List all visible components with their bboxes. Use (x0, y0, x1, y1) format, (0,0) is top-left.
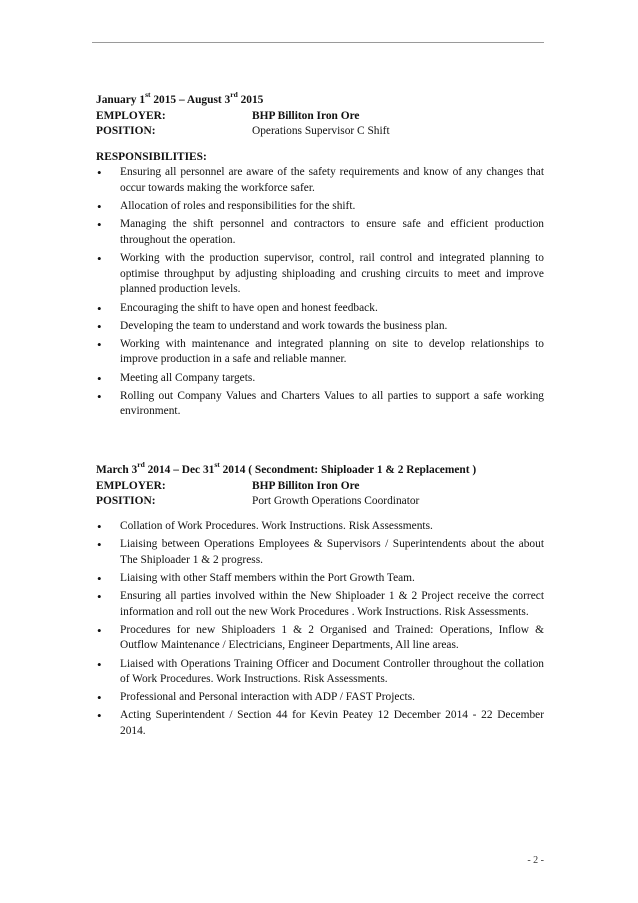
responsibilities-heading: RESPONSIBILITIES: (96, 150, 207, 163)
employer-label: EMPLOYER: (96, 479, 166, 492)
position-value: Operations Supervisor C Shift (252, 125, 390, 138)
employer-label: EMPLOYER: (96, 109, 166, 122)
list-item: • Liaising between Operations Employees & Supervisors / Superintendents about the about The Shiploader 1 & 2 progress. (96, 537, 544, 568)
position-label: POSITION: (96, 495, 156, 508)
list-item: • Ensuring all personnel are aware of the safety requirements and know of any changes that occur towards making the workforce safer. (96, 165, 544, 196)
duties-list (96, 519, 544, 740)
list-item: • Ensuring all parties involved within the New Shiploader 1 & 2 Project receive the correct information and roll out the new Work Procedures . Work Instructions. Risk Assessments. (96, 589, 544, 620)
position-label: POSITION: (96, 125, 156, 138)
employer-row (96, 109, 544, 125)
responsibilities-list (96, 165, 544, 420)
position-value: Port Growth Operations Coordinator (252, 495, 420, 508)
list-item: • Working with maintenance and integrated planning on site to develop relationships to improve production in a safe and reliable manner. (96, 337, 544, 368)
job-date-range: January 1st 2015 – August 3rd 2015 (96, 90, 264, 106)
list-item: • Rolling out Company Values and Charters Values to all parties to support a safe working environment. (96, 389, 544, 420)
list-item: • Working with the production supervisor, control, rail control and integrated planning to optimise throughput by adjusting shiploading and crushing circuits to meet and improve planned production levels. (96, 251, 544, 298)
list-item: • Encouraging the shift to have open and honest feedback. (96, 301, 544, 317)
job-section-1 (96, 90, 544, 423)
list-item: • Liaising with other Staff members within the Port Growth Team. (96, 571, 544, 587)
list-item: • Meeting all Company targets. (96, 371, 544, 387)
position-row (96, 124, 544, 140)
header-rule (92, 42, 544, 43)
list-item: • Collation of Work Procedures. Work Instructions. Risk Assessments. (96, 519, 544, 535)
employer-value: BHP Billiton Iron Ore (252, 479, 360, 492)
list-item: • Acting Superintendent / Section 44 for Kevin Peatey 12 December 2014 - 22 December 2014. (96, 708, 544, 739)
list-item: • Liaised with Operations Training Officer and Document Controller throughout the collation of Work Procedures. Work Instructions. Risk Assessments. (96, 657, 544, 688)
list-item: • Developing the team to understand and work towards the business plan. (96, 319, 544, 335)
list-item: • Procedures for new Shiploaders 1 & 2 Organised and Trained: Operations, Inflow & Outflow Maintenance / Electricians, Engineer Departments, All line areas. (96, 623, 544, 654)
employer-row (96, 479, 544, 495)
list-item: • Managing the shift personnel and contractors to ensure safe and efficient production throughout the operation. (96, 217, 544, 248)
job-date-range: March 3rd 2014 – Dec 31st 2014 ( Secondment: Shiploader 1 & 2 Replacement ) (96, 460, 477, 476)
position-row (96, 494, 544, 510)
list-item: • Allocation of roles and responsibilities for the shift. (96, 199, 544, 215)
page-number: - 2 - (527, 855, 544, 866)
list-item: • Professional and Personal interaction with ADP / FAST Projects. (96, 690, 544, 706)
employer-value: BHP Billiton Iron Ore (252, 109, 360, 122)
job-section-2 (96, 460, 544, 742)
